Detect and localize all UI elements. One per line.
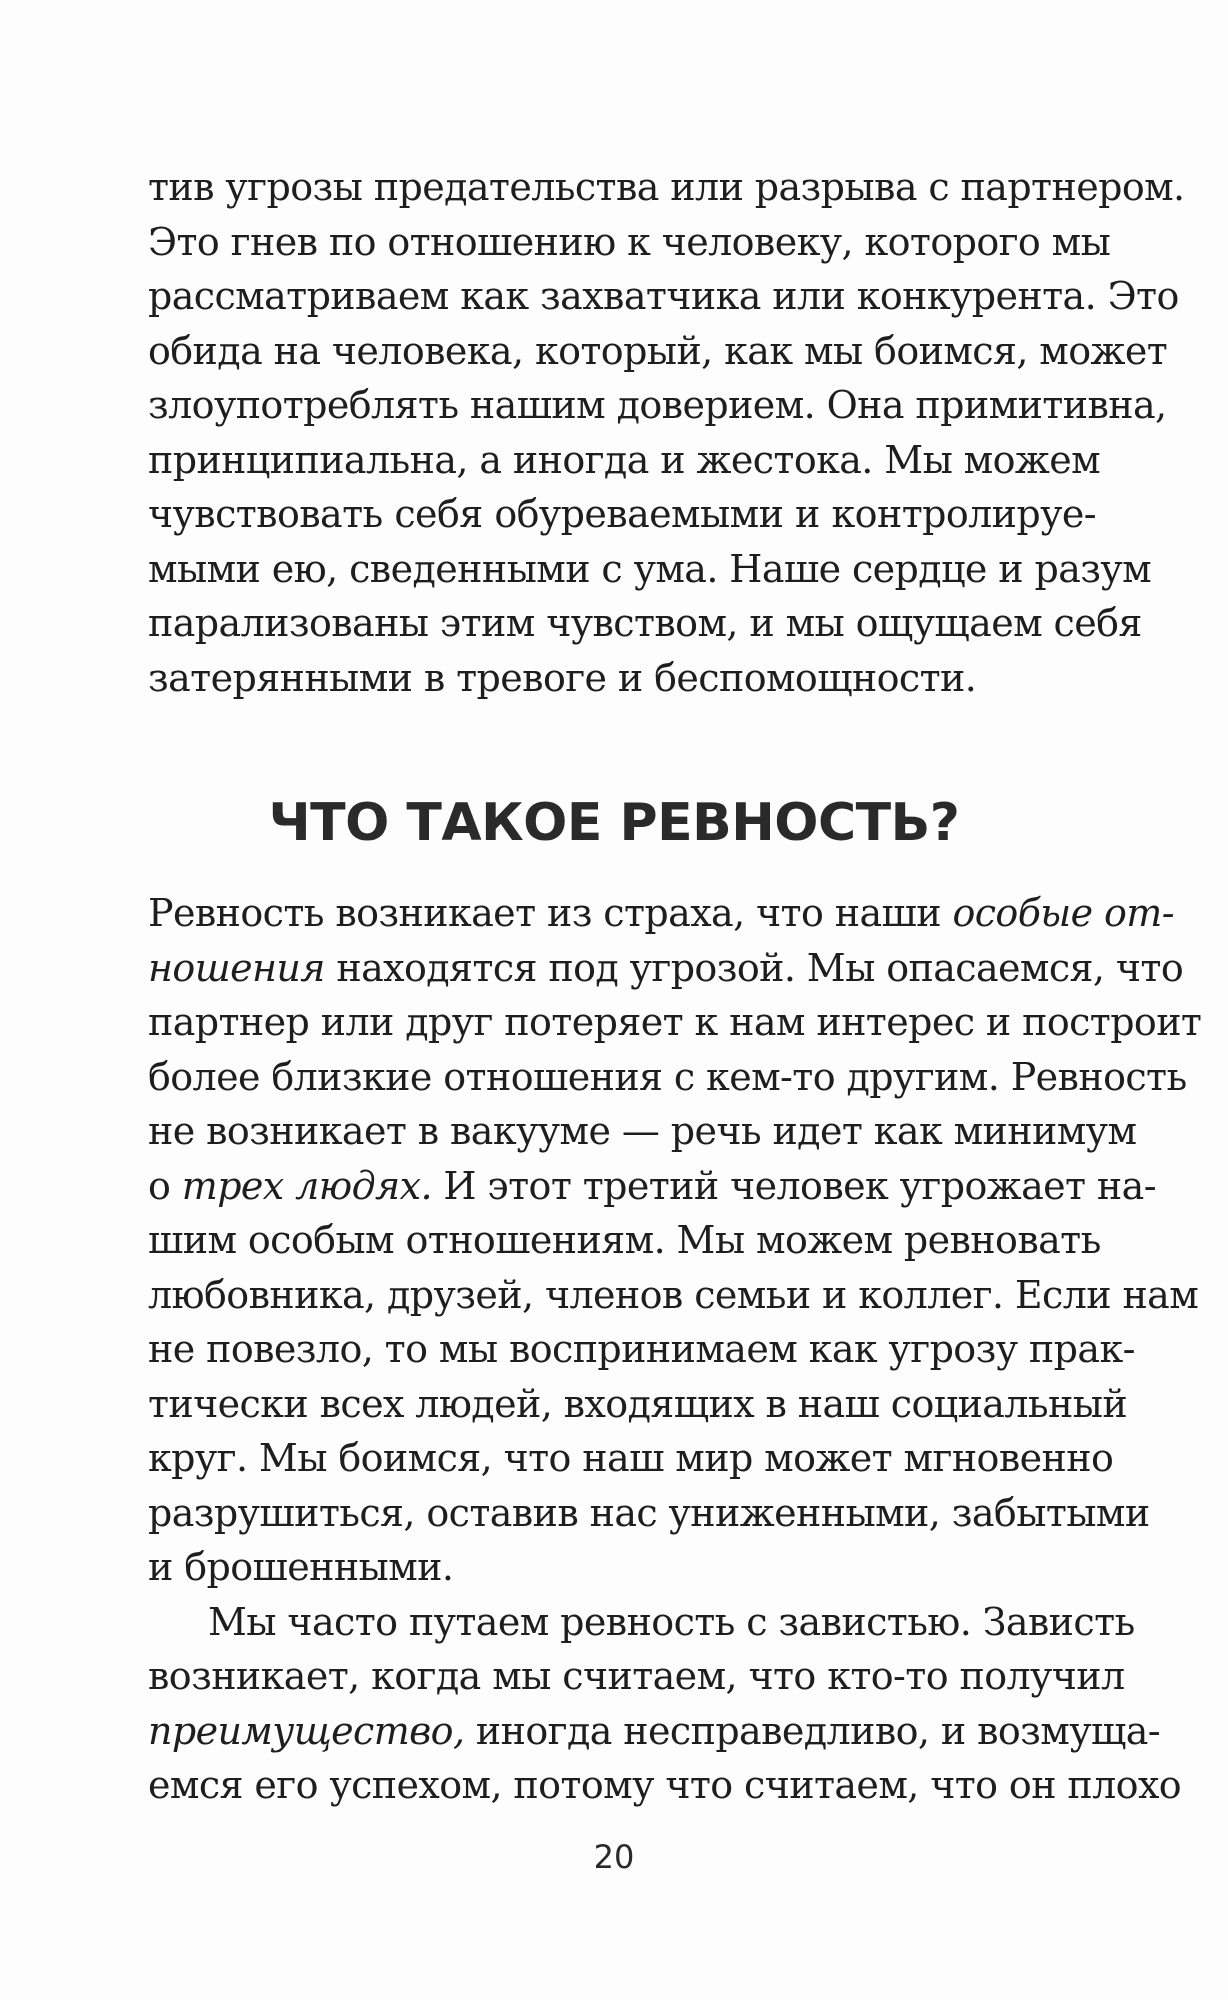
paragraph-line: шим особым отношениям. Мы можем ревновать	[148, 1218, 1101, 1262]
italic-phrase: преимущество,	[148, 1708, 465, 1753]
italic-phrase: ношения	[148, 945, 325, 990]
paragraph-line: возникает, когда мы считаем, что кто-то получил	[148, 1654, 1125, 1698]
paragraph-line	[148, 941, 1184, 996]
page-number: 20	[593, 1838, 635, 1876]
paragraph-3-first-line: Мы часто путаем ревность с завистью. Зависть	[208, 1599, 1135, 1644]
paragraph-line: емся его успехом, потому что считаем, что он плохо	[148, 1763, 1182, 1807]
line-text: находятся под угрозой. Мы опасаемся, что	[324, 945, 1184, 990]
section-heading: ЧТО ТАКОЕ РЕВНОСТЬ?	[268, 793, 960, 853]
paragraph-2	[148, 886, 1202, 1813]
paragraph-line: не возникает в вакууме — речь идет как минимум	[148, 1109, 1137, 1153]
italic-phrase: трех людях.	[181, 1163, 432, 1208]
paragraph-line: чувствовать себя обуреваемыми и контролируе-	[148, 492, 1096, 536]
paragraph-line: не повезло, то мы воспринимаем как угрозу прак-	[148, 1327, 1135, 1371]
paragraph-line: разрушиться, оставив нас униженными, забытыми	[148, 1490, 1150, 1535]
line-text: о	[148, 1163, 182, 1208]
paragraph-line: принципиальна, а иногда и жестока. Мы можем	[148, 437, 1101, 482]
paragraph-line	[148, 886, 1174, 941]
paragraph-line: партнер или друг потеряет к нам интерес и построит	[148, 1000, 1202, 1044]
line-text: иногда несправедливо, и возмуща-	[464, 1708, 1161, 1753]
line-text: Ревность возникает из страха, что наши	[148, 891, 953, 935]
line-text: И этот третий человек угрожает на-	[431, 1163, 1156, 1208]
paragraph-line	[148, 1159, 1156, 1214]
paragraph-line: злоупотреблять нашим доверием. Она примитивна,	[148, 383, 1167, 427]
paragraph-line: тив угрозы предательства или разрыва с партнером.	[148, 165, 1185, 209]
paragraph-line: тически всех людей, входящих в наш социальный	[148, 1381, 1128, 1426]
paragraph-line: любовника, друзей, членов семьи и коллег. Если нам	[148, 1272, 1199, 1317]
italic-phrase: особые от-	[952, 891, 1174, 935]
paragraph-line: мыми ею, сведенными с ума. Наше сердце и разум	[148, 546, 1152, 591]
paragraph-1	[148, 160, 1185, 705]
paragraph-line: парализованы этим чувством, и мы ощущаем себя	[148, 601, 1142, 645]
paragraph-line	[148, 1704, 1161, 1759]
paragraph-line: Это гнев по отношению к человеку, которого мы	[148, 219, 1111, 264]
paragraph-line: обида на человека, который, как мы боимся, может	[148, 328, 1168, 373]
paragraph-line: более близкие отношения с кем-то другим. Ревность	[148, 1054, 1187, 1099]
paragraph-line: рассматриваем как захватчика или конкурента. Это	[148, 274, 1179, 318]
paragraph-line: затерянными в тревоге и беспомощности.	[148, 655, 977, 700]
paragraph-line: круг. Мы боимся, что наш мир может мгновенно	[148, 1436, 1114, 1480]
paragraph-line: и брошенными.	[148, 1545, 454, 1589]
